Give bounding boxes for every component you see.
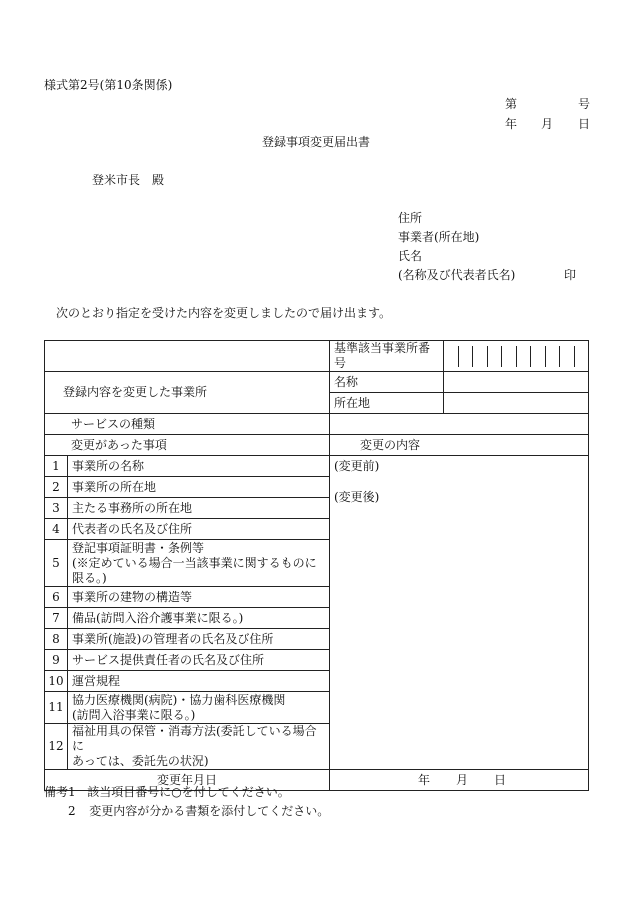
digit-box[interactable] (575, 346, 589, 367)
change-date-value[interactable] (330, 770, 589, 791)
office-number-label: 基準該当事業所番号 (330, 341, 444, 372)
office-name-label: 名称 (330, 372, 444, 393)
item-number[interactable]: 4 (45, 519, 68, 540)
office-location-label: 所在地 (330, 393, 444, 414)
change-date-year: 年 (418, 772, 431, 787)
item-label (68, 692, 330, 724)
date-year: 年 (505, 117, 518, 131)
digit-box[interactable] (459, 346, 474, 367)
item-number[interactable]: 2 (45, 477, 68, 498)
item-label-line: 協力医療機関(病院)・協力歯科医療機関 (72, 692, 286, 707)
page-title: 登録事項変更届出書 (262, 135, 371, 149)
digit-box[interactable] (560, 346, 575, 367)
service-type-label: サービスの種類 (45, 414, 330, 435)
date-day: 日 (578, 117, 591, 131)
item-number[interactable]: 11 (45, 692, 68, 724)
change-form-table (44, 340, 589, 791)
number-prefix: 第 (505, 97, 518, 111)
item-number[interactable]: 9 (45, 650, 68, 671)
item-label-line: 限る。) (72, 570, 107, 585)
item-label: 事業所の名称 (68, 456, 330, 477)
office-location-value[interactable] (444, 393, 589, 414)
digit-box[interactable] (488, 346, 503, 367)
item-label: 代表者の氏名及び住所 (68, 519, 330, 540)
item-label: 事業所の所在地 (68, 477, 330, 498)
office-number-blank (45, 341, 330, 372)
item-label: サービス提供責任者の氏名及び住所 (68, 650, 330, 671)
digit-box[interactable] (444, 346, 459, 367)
item-label: 主たる事務所の所在地 (68, 498, 330, 519)
intro-text: 次のとおり指定を受けた内容を変更しましたので届け出ます。 (56, 306, 392, 320)
form-label: 様式第2号(第10条関係) (44, 78, 173, 92)
item-label-line: 福祉用具の保管・消毒方法(委託している場合に (72, 724, 317, 753)
digit-box[interactable] (502, 346, 517, 367)
item-number[interactable]: 10 (45, 671, 68, 692)
item-label-line: あっては、委託先の状況) (72, 754, 209, 768)
note-1 (44, 784, 290, 800)
item-number[interactable]: 12 (45, 724, 68, 770)
applicant-address-label: 住所 (398, 211, 423, 225)
note-2-text: 変更内容が分かる書類を添付してください。 (89, 804, 330, 818)
digit-box[interactable] (517, 346, 532, 367)
item-label (68, 724, 330, 770)
change-date-day: 日 (494, 772, 507, 787)
item-number[interactable]: 8 (45, 629, 68, 650)
item-label: 事業所(施設)の管理者の氏名及び住所 (68, 629, 330, 650)
changed-content-header: 変更の内容 (330, 435, 589, 456)
item-label-line: 登記事項証明書・条例等 (72, 540, 205, 555)
office-name-value[interactable] (444, 372, 589, 393)
item-label (68, 540, 330, 587)
item-number[interactable]: 1 (45, 456, 68, 477)
after-label: (変更後) (334, 490, 380, 504)
seal-mark: 印 (564, 268, 577, 282)
item-label: 備品(訪問入浴介護事業に限る。) (68, 608, 330, 629)
item-number[interactable]: 5 (45, 540, 68, 587)
item-number[interactable]: 3 (45, 498, 68, 519)
item-number[interactable]: 6 (45, 587, 68, 608)
note-1-text: 該当項目番号に○を付してください。 (87, 785, 290, 799)
before-label: (変更前) (334, 459, 380, 473)
item-number[interactable]: 7 (45, 608, 68, 629)
addressee: 登米市長 殿 (92, 173, 165, 187)
applicant-business-label: 事業者(所在地) (398, 230, 480, 244)
change-date-month: 月 (456, 772, 469, 787)
digit-box[interactable] (473, 346, 488, 367)
item-label: 運営規程 (68, 671, 330, 692)
service-type-value[interactable] (330, 414, 589, 435)
item-label-line: (※定めている場合一当該事業に関するものに (72, 555, 317, 570)
change-date-label: 変更年月日 (45, 770, 330, 791)
note-2 (68, 803, 329, 819)
note-1-prefix: 備考1 (44, 785, 76, 799)
digit-box[interactable] (531, 346, 546, 367)
changed-item-header: 変更があった事項 (45, 435, 330, 456)
applicant-name-label: 氏名 (398, 249, 423, 263)
applicant-rep-label: (名称及び代表者氏名) (398, 268, 516, 282)
office-label: 登録内容を変更した事業所 (45, 372, 330, 414)
note-2-prefix: 2 (68, 804, 76, 818)
date-month: 月 (541, 117, 554, 131)
item-label-line: (訪問入浴事業に限る。) (72, 707, 196, 722)
number-suffix: 号 (578, 97, 591, 111)
change-content-area[interactable] (330, 456, 589, 770)
digit-box[interactable] (546, 346, 561, 367)
item-label: 事業所の建物の構造等 (68, 587, 330, 608)
office-number-boxes[interactable] (444, 341, 589, 372)
